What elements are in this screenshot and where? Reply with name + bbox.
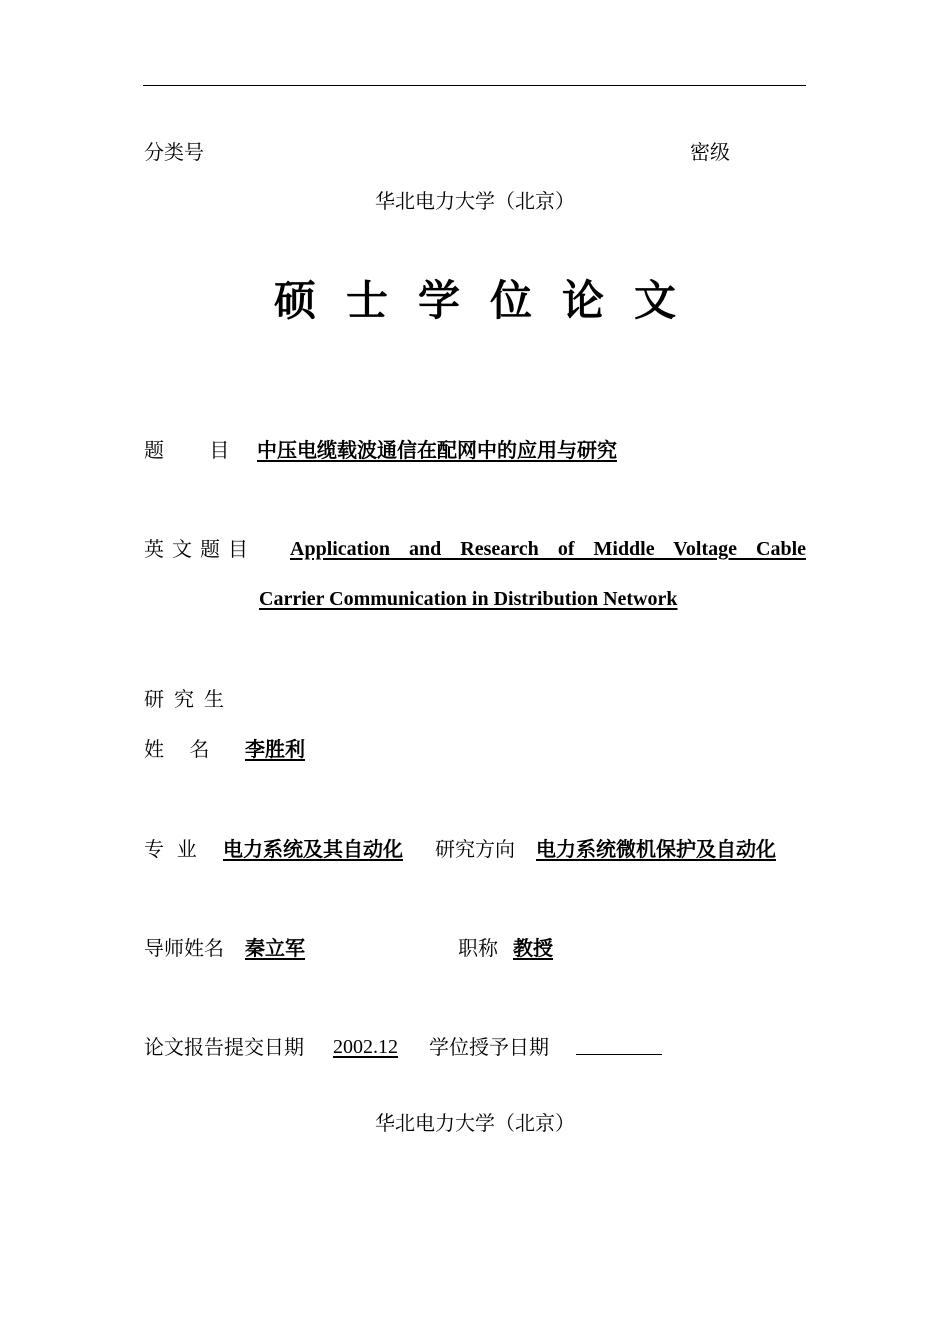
- graduate-label: 研究生: [144, 687, 234, 711]
- submit-date-value: 2002.12: [333, 1036, 398, 1058]
- english-topic-label: 英文题目: [144, 537, 256, 561]
- major-value: 电力系统及其自动化: [223, 837, 403, 861]
- thesis-type-title: 硕士学位论文: [273, 276, 706, 325]
- degree-date-label: 学位授予日期: [429, 1035, 549, 1059]
- submit-date-label: 论文报告提交日期: [144, 1035, 304, 1059]
- academic-title-value: 教授: [513, 936, 553, 960]
- major-label: 专 业: [144, 837, 197, 861]
- name-value: 李胜利: [245, 737, 305, 761]
- advisor-label: 导师姓名: [144, 936, 224, 960]
- topic-label-text: 题 目: [144, 438, 234, 462]
- topic-value: 中压电缆载波通信在配网中的应用与研究: [257, 438, 617, 462]
- degree-date-value: [576, 1034, 662, 1055]
- university-name-bottom: 华北电力大学（北京）: [375, 1111, 575, 1135]
- direction-value: 电力系统微机保护及自动化: [536, 837, 776, 861]
- degree-date-blank: [576, 1034, 662, 1061]
- secrecy-label: 密级: [690, 140, 730, 164]
- direction-label: 研究方向: [435, 837, 515, 861]
- english-topic-line1: Application and Research of Middle Voltage Cable: [290, 538, 806, 560]
- classification-label: 分类号: [144, 140, 204, 164]
- top-rule: [143, 85, 806, 86]
- academic-title-label: 职称: [458, 936, 498, 960]
- name-label: 姓 名: [144, 737, 210, 761]
- topic-label: [144, 437, 233, 463]
- english-topic-line2: Carrier Communication in Distribution Network: [259, 588, 678, 610]
- university-name-top: 华北电力大学（北京）: [375, 189, 575, 213]
- advisor-value: 秦立军: [245, 936, 305, 960]
